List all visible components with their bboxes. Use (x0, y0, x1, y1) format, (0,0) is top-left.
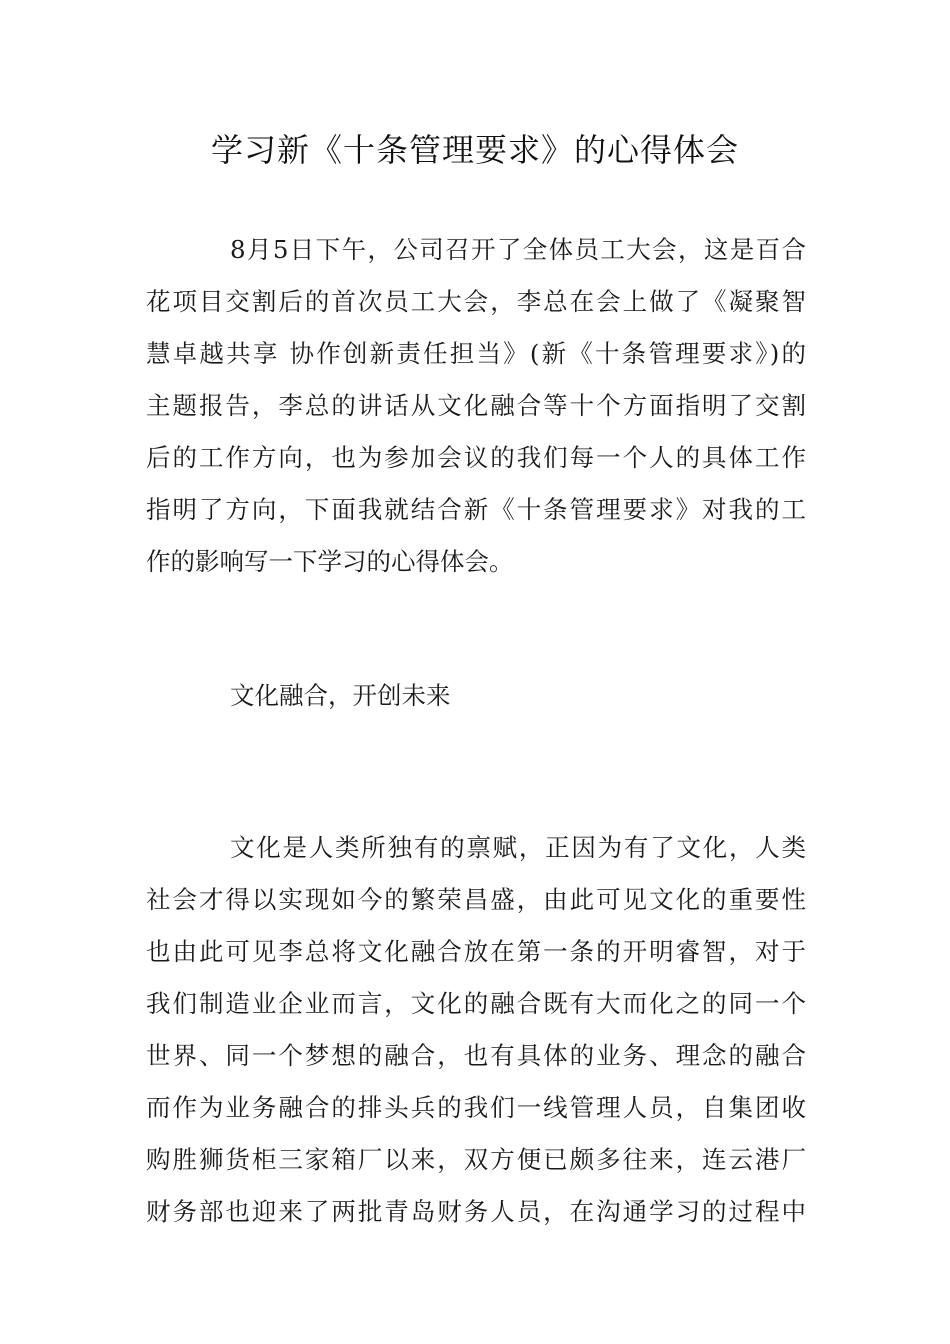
paragraph-line: 作的影响写一下学习的心得体会。 (146, 547, 514, 576)
paragraph-line: 花项目交割后的首次员工大会，李总在会上做了《凝聚智 (146, 287, 806, 316)
paragraph-line: 我们制造业企业而言，文化的融合既有大而化之的同一个 (146, 989, 806, 1018)
paragraph-line: 而作为业务融合的排头兵的我们一线管理人员，自集团收 (146, 1093, 806, 1122)
paragraph-line: 社会才得以实现如今的繁荣昌盛，由此可见文化的重要性 (146, 885, 806, 914)
intro-paragraph (146, 224, 806, 588)
section-paragraph (146, 822, 806, 1238)
section-heading: 文化融合，开创未来 (230, 681, 451, 710)
document-title: 学习新《十条管理要求》的心得体会 (210, 131, 739, 169)
paragraph-line: 后的工作方向，也为参加会议的我们每一个人的具体工作 (146, 443, 806, 472)
paragraph-line: 指明了方向，下面我就结合新《十条管理要求》对我的工 (146, 495, 806, 524)
paragraph-line: 财务部也迎来了两批青岛财务人员，在沟通学习的过程中 (146, 1197, 806, 1226)
paragraph-line: 慧卓越共享 协作创新责任担当》(新《十条管理要求》)的 (146, 339, 806, 368)
paragraph-line: 主题报告，李总的讲话从文化融合等十个方面指明了交割 (146, 391, 806, 420)
paragraph-line: 购胜狮货柜三家箱厂以来，双方便已颇多往来，连云港厂 (146, 1145, 806, 1174)
paragraph-line: 也由此可见李总将文化融合放在第一条的开明睿智，对于 (146, 937, 806, 966)
paragraph-line: 8月5日下午，公司召开了全体员工大会，这是百合 (230, 235, 806, 264)
paragraph-line: 文化是人类所独有的禀赋，正因为有了文化，人类 (230, 833, 806, 862)
paragraph-line: 世界、同一个梦想的融合，也有具体的业务、理念的融合 (146, 1041, 806, 1070)
